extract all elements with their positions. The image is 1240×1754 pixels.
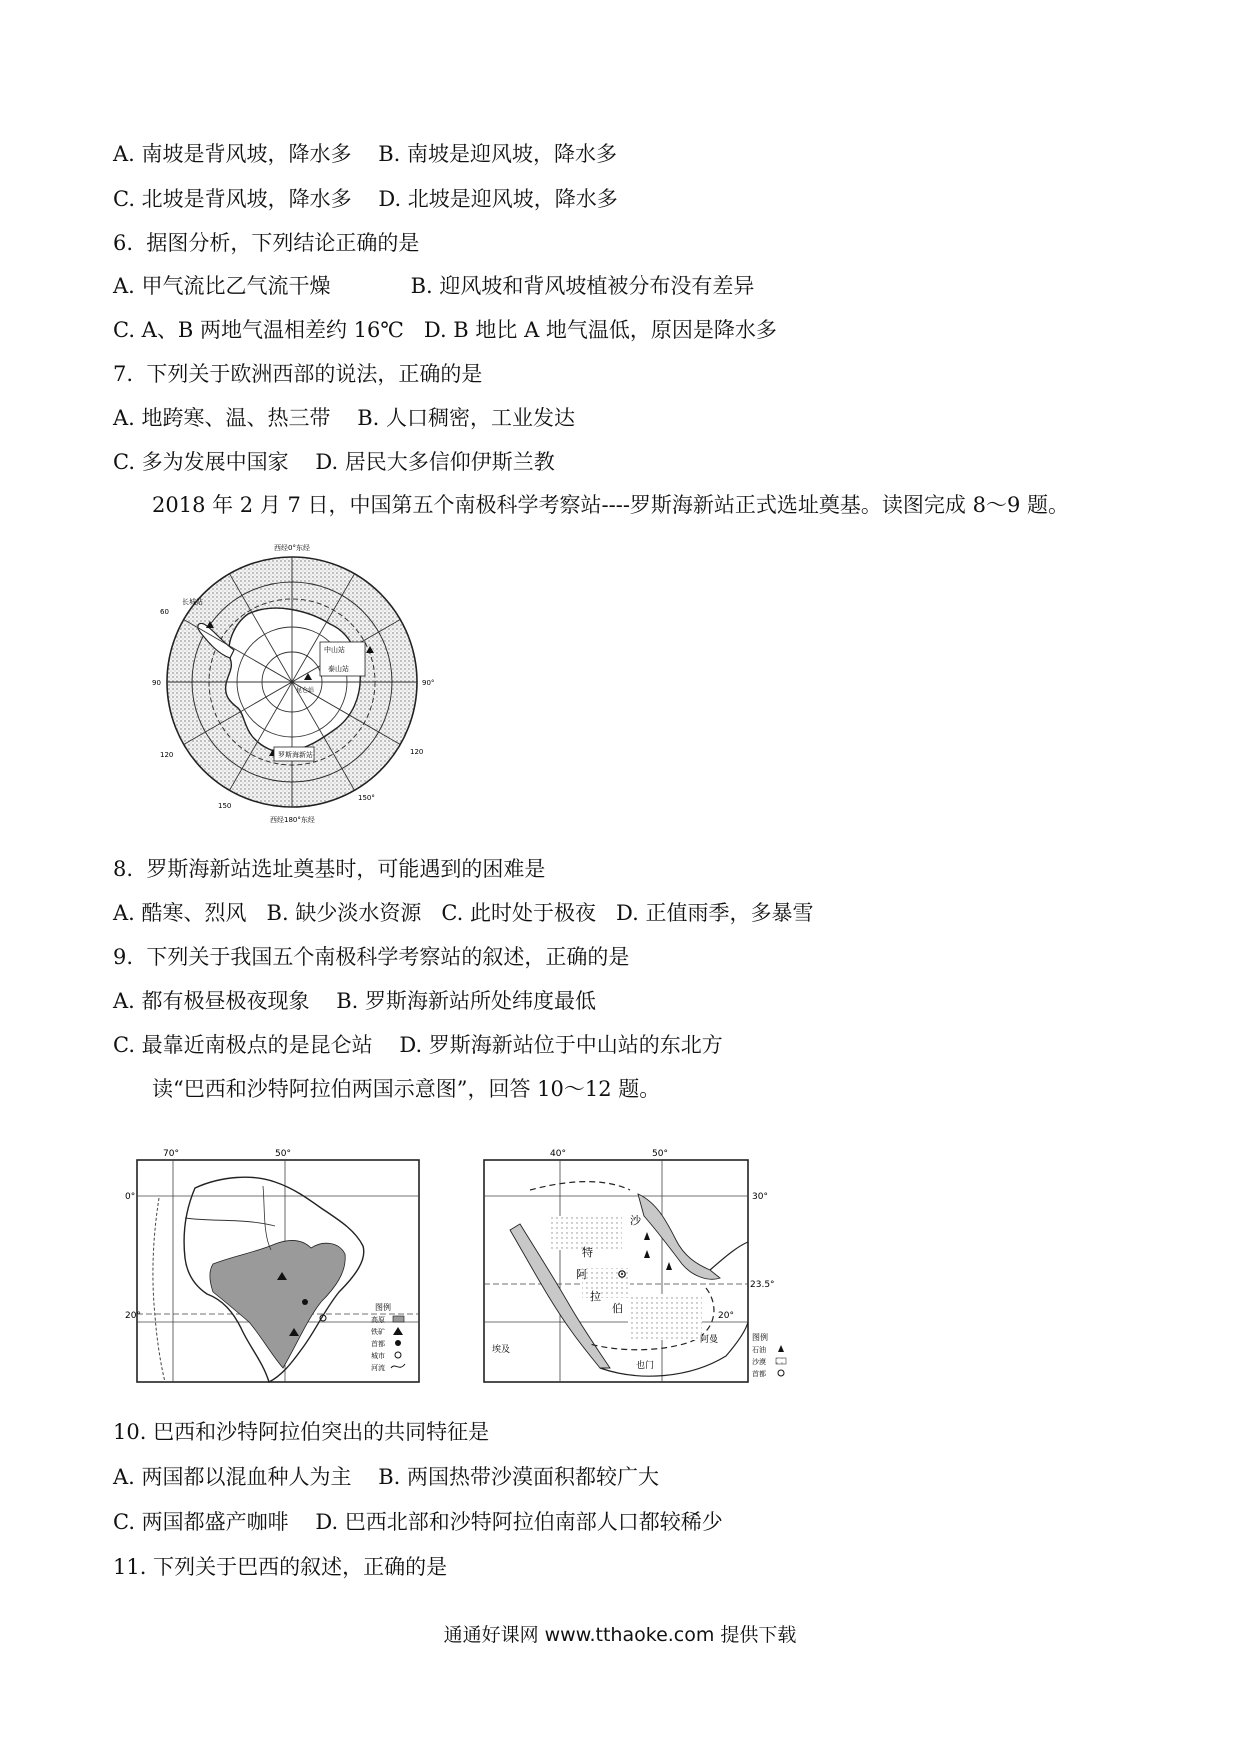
q8-options: A. 酷寒、烈风 B. 缺少淡水资源 C. 此时处于极夜 D. 正值雨季，多暴雪 [113,901,814,925]
page-footer: 通通好课网 www.tthaoke.com 提供下载 [443,1624,797,1646]
saudi-label-te: 特 [582,1246,593,1259]
map-label-r90: 90° [422,679,435,687]
map-label-greatwall: 长城站 [182,598,203,606]
q9-options-ab: A. 都有极昼极夜现象 B. 罗斯海新站所处纬度最低 [113,989,596,1013]
svg-text:沙漠: 沙漠 [752,1358,766,1366]
saudi-label-yemen: 也门 [636,1361,655,1371]
q6-options-ab: A. 甲气流比乙气流干燥 B. 迎风坡和背风坡植被分布没有差异 [113,274,755,298]
saudi-label-la: 拉 [590,1290,601,1303]
q7-options-ab: A. 地跨寒、温、热三带 B. 人口稠密，工业发达 [113,406,575,430]
map-label-top: 西经0°东经 [274,544,310,552]
desert-north [550,1216,622,1250]
q5-options-ab: A. 南坡是背风坡，降水多 B. 南坡是迎风坡，降水多 [113,142,617,166]
saudi-label-egypt: 埃及 [492,1345,511,1355]
saudi-label-lat23: 23.5° [750,1280,775,1290]
brazil-map [125,1146,435,1390]
q6-options-cd: C. A、B 两地气温相差约 16℃ D. B 地比 A 地气温低，原因是降水多 [113,318,777,342]
antarctica-map [148,532,440,832]
map-label-r120: 120 [410,748,424,756]
brazil-label-lat0: 0° [125,1192,136,1202]
q8-stem: 8. 罗斯海新站选址奠基时，可能遇到的困难是 [113,857,546,881]
saudi-label-bo: 伯 [612,1302,623,1315]
svg-text:首都: 首都 [752,1370,766,1378]
map-label-r150: 150° [358,794,375,802]
q10-options-cd: C. 两国都盛产咖啡 D. 巴西北部和沙特阿拉伯南部人口都较稀少 [113,1510,723,1534]
map-label-rosssea: 罗斯海新站 [278,751,313,759]
svg-text:首都: 首都 [371,1340,385,1348]
brazil-label-lat20: 20° [125,1311,141,1321]
svg-text:石油: 石油 [752,1346,766,1354]
q9-options-cd: C. 最靠近南极点的是昆仑站 D. 罗斯海新站位于中山站的东北方 [113,1033,723,1057]
q6-stem: 6. 据图分析，下列结论正确的是 [113,231,420,255]
svg-text:河流: 河流 [371,1364,385,1372]
q11-stem: 11. 下列关于巴西的叙述，正确的是 [113,1555,448,1579]
saudi-label-lon40: 40° [550,1149,566,1159]
map-label-l90: 90 [152,679,161,687]
svg-text:图例: 图例 [375,1303,391,1312]
brazil-label-lon70: 70° [163,1149,179,1159]
q7-stem: 7. 下列关于欧洲西部的说法，正确的是 [113,362,483,386]
saudi-label-sha: 沙 [630,1214,641,1227]
svg-text:高原: 高原 [371,1316,385,1324]
saudi-legend [752,1332,786,1378]
brazil-label-lon50: 50° [275,1149,291,1159]
saudi-label-lat20: 20° [718,1311,734,1321]
saudi-label-oman: 阿曼 [700,1335,719,1345]
map-label-l150: 150 [218,802,232,810]
q10-options-ab: A. 两国都以混血种人为主 B. 两国热带沙漠面积都较广大 [113,1465,659,1489]
map-label-zhongshan: 中山站 [324,646,345,654]
q8-9-intro: 2018 年 2 月 7 日，中国第五个南极科学考察站----罗斯海新站正式选址奠基。读图完成 8～9 题。 [152,493,1069,517]
q10-stem: 10. 巴西和沙特阿拉伯突出的共同特征是 [113,1420,490,1444]
saudi-label-lat30: 30° [752,1192,768,1202]
map-label-bottom: 西经180°东经 [270,816,315,824]
q7-options-cd: C. 多为发展中国家 D. 居民大多信仰伊斯兰教 [113,450,555,474]
map-label-l120: 120 [160,751,174,759]
svg-text:铁矿: 铁矿 [371,1328,385,1336]
map-label-kunlun: 昆仑站 [296,687,315,694]
q5-options-cd: C. 北坡是背风坡，降水多 D. 北坡是迎风坡，降水多 [113,187,618,211]
map-label-l60: 60 [160,608,169,616]
q9-stem: 9. 下列关于我国五个南极科学考察站的叙述，正确的是 [113,945,630,969]
svg-text:图例: 图例 [752,1333,768,1342]
q10-12-intro: 读“巴西和沙特阿拉伯两国示意图”，回答 10～12 题。 [152,1077,661,1101]
saudi-map [470,1146,800,1390]
map-label-taishan: 泰山站 [328,665,349,673]
saudi-label-lon50: 50° [652,1149,668,1159]
svg-text:城市: 城市 [371,1352,385,1360]
capital-icon [302,1299,308,1305]
saudi-label-a: 阿 [576,1268,587,1281]
desert-south [628,1294,702,1340]
